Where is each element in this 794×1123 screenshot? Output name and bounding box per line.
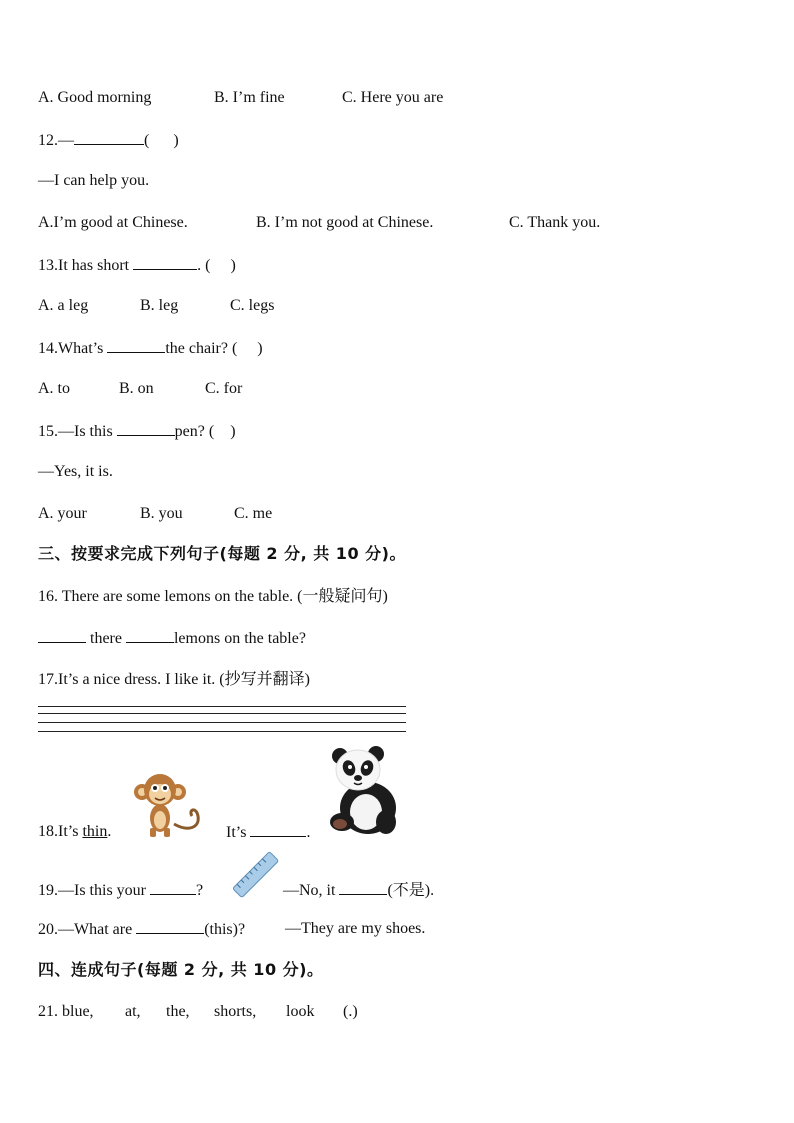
answer-blank[interactable] — [117, 421, 175, 436]
q16-answer-line — [38, 628, 306, 649]
ruler-icon — [232, 852, 280, 898]
q19-text: ? — [196, 882, 204, 899]
q11-option-c: C. Here you are — [342, 89, 444, 106]
q19-text: (不是). — [387, 882, 435, 899]
q12-option-a: A.I’m good at Chinese. — [38, 214, 188, 231]
q14-option-b: B. on — [119, 380, 154, 397]
q19-text: 19.—Is this your — [38, 882, 150, 899]
q12-stem — [38, 130, 179, 151]
q20-stem — [38, 919, 245, 940]
writing-line[interactable] — [38, 731, 406, 732]
q13-option-a: A. a leg — [38, 297, 89, 314]
q15-stem — [38, 421, 236, 442]
answer-blank[interactable] — [38, 628, 86, 643]
writing-line[interactable] — [38, 722, 406, 723]
q18-right-stem — [226, 822, 310, 843]
q19-text: —No, it — [283, 882, 340, 899]
q12-option-b: B. I’m not good at Chinese. — [256, 214, 434, 231]
q13-option-b: B. leg — [140, 297, 179, 314]
writing-line[interactable] — [38, 713, 406, 714]
q12-option-c: C. Thank you. — [509, 214, 601, 231]
q16-text: lemons on the table? — [173, 630, 306, 647]
answer-paren[interactable]: ( ) — [144, 132, 179, 149]
q20-text: (this)? — [204, 921, 246, 938]
writing-line[interactable] — [38, 706, 406, 707]
q14-option-a: A. to — [38, 380, 70, 397]
answer-paren[interactable]: the chair? ( ) — [165, 340, 263, 357]
q14-stem — [38, 338, 263, 359]
q20-answer: —They are my shoes. — [285, 920, 426, 937]
q19-answer — [283, 880, 434, 901]
q15-text: 15.—Is this — [38, 423, 117, 440]
q12-reply: —I can help you. — [38, 172, 150, 189]
q13-option-c: C. legs — [230, 297, 275, 314]
answer-blank[interactable] — [150, 880, 196, 895]
q18-text: . — [306, 824, 311, 841]
question-number: 12. — [38, 132, 58, 149]
answer-blank[interactable] — [74, 130, 144, 145]
q13-text: 13.It has short — [38, 257, 134, 274]
answer-paren[interactable]: pen? ( ) — [174, 423, 236, 440]
q18-stem — [38, 822, 111, 842]
word: shorts, — [214, 1003, 257, 1020]
q15-option-b: B. you — [140, 505, 183, 522]
question-number: 21. — [38, 1003, 62, 1020]
panda-icon — [326, 742, 404, 838]
q16-stem: 16. There are some lemons on the table. (一般疑问句) — [38, 588, 388, 605]
word: blue, — [62, 1003, 94, 1020]
answer-blank[interactable] — [133, 255, 197, 270]
q18-text: 18.It’s — [38, 823, 83, 840]
q17-stem: 17.It’s a nice dress. I like it. (抄写并翻译) — [38, 671, 310, 688]
q21-number — [38, 1002, 94, 1022]
q15-reply: —Yes, it is. — [38, 463, 113, 480]
word: (.) — [343, 1003, 358, 1020]
q15-option-c: C. me — [234, 505, 273, 522]
q15-option-a: A. your — [38, 505, 87, 522]
monkey-icon — [130, 772, 206, 838]
word: look — [286, 1003, 315, 1020]
answer-blank[interactable] — [339, 880, 387, 895]
answer-blank[interactable] — [250, 822, 306, 837]
dash: — — [58, 132, 74, 149]
answer-paren[interactable]: . ( ) — [197, 257, 236, 274]
answer-blank[interactable] — [136, 919, 204, 934]
underlined-word: thin — [82, 823, 108, 840]
q14-text: 14.What’s — [38, 340, 108, 357]
q19-stem — [38, 880, 203, 901]
q18-text: . — [107, 823, 112, 840]
q16-text: there — [86, 630, 126, 647]
word: the, — [166, 1003, 190, 1020]
q18-text: It’s — [226, 824, 251, 841]
q14-option-c: C. for — [205, 380, 243, 397]
section-3-heading: 三、按要求完成下列句子(每题 2 分, 共 10 分)。 — [38, 544, 406, 563]
answer-blank[interactable] — [107, 338, 165, 353]
word: at, — [125, 1003, 141, 1020]
q20-text: 20.—What are — [38, 921, 137, 938]
q11-option-b: B. I’m fine — [214, 89, 285, 106]
section-4-heading: 四、连成句子(每题 2 分, 共 10 分)。 — [38, 960, 324, 979]
q13-stem — [38, 255, 236, 276]
q11-option-a: A. Good morning — [38, 89, 152, 106]
answer-blank[interactable] — [126, 628, 174, 643]
